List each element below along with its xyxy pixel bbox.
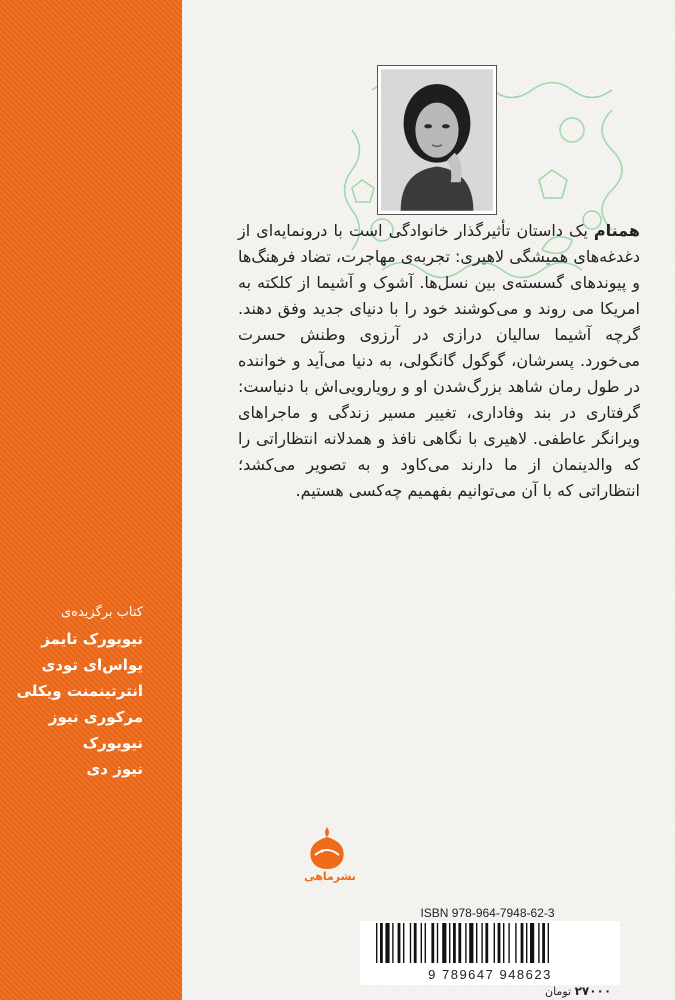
price-amount: ۲۷۰۰۰ (574, 984, 612, 998)
description-text: یک داستان تأثیرگذار خانوادگی است با درونمایه‌ای از دغدغه‌های همیشگی لاهیری: تجربه‌ی مهاجرت، تضاد فرهنگ‌ها و پیوندهای گسسته‌ی بین نسل‌ها. آشوک و آشیما از کلکته به امریکا می روند و می‌کوشند خود را با دنیای جدید وفق دهند. گرچه آشیما سالیان درازی در آرزوی وطنش حسرت می‌خورد. پسرشان، گوگول گانگولی، به دنیا می‌آید و خواننده در طول رمان شاهد بزرگ‌شدن او و رویارویی‌اش با دنیاست: گرفتاری در بند وفاداری، تغییر مسیر زندگی و ماجراهای ویرانگر عاطفی. لاهیری با نگاهی نافذ و همدلانه انتظاراتی را که والدینمان از ما دارند می‌کاود و به تصویر می‌کشد؛ انتظاراتی که با آن می‌توانیم بفهمیم چه‌کسی هستیم. (238, 221, 640, 500)
publisher-name: نشرماهی (304, 870, 356, 883)
book-title: همنام (593, 221, 640, 240)
acclaim-publication: مرکوری نیوز (48, 708, 143, 726)
publisher-fish-logo-icon (300, 825, 354, 895)
acclaim-list (0, 600, 143, 782)
acclaim-publication: یواس‌ای تودی (41, 656, 143, 674)
barcode-digits: 9 789647 948623 (428, 967, 552, 982)
acclaim-intro: کتاب برگزیده‌ی (60, 605, 143, 620)
price-label (545, 984, 625, 998)
acclaim-publication: نیوز دی (86, 760, 143, 778)
author-portrait-image (381, 69, 493, 211)
acclaim-publication: نیویورک (82, 734, 143, 752)
acclaim-publication: نیویورک تایمز (41, 630, 143, 648)
book-description (238, 218, 640, 504)
orange-side-panel (0, 0, 182, 1000)
isbn-label: ISBN 978-964-7948-62-3 (420, 906, 555, 920)
acclaim-publication: انترتینمنت ویکلی (16, 682, 143, 700)
price-currency: تومان (545, 985, 572, 998)
author-photo (377, 65, 497, 215)
